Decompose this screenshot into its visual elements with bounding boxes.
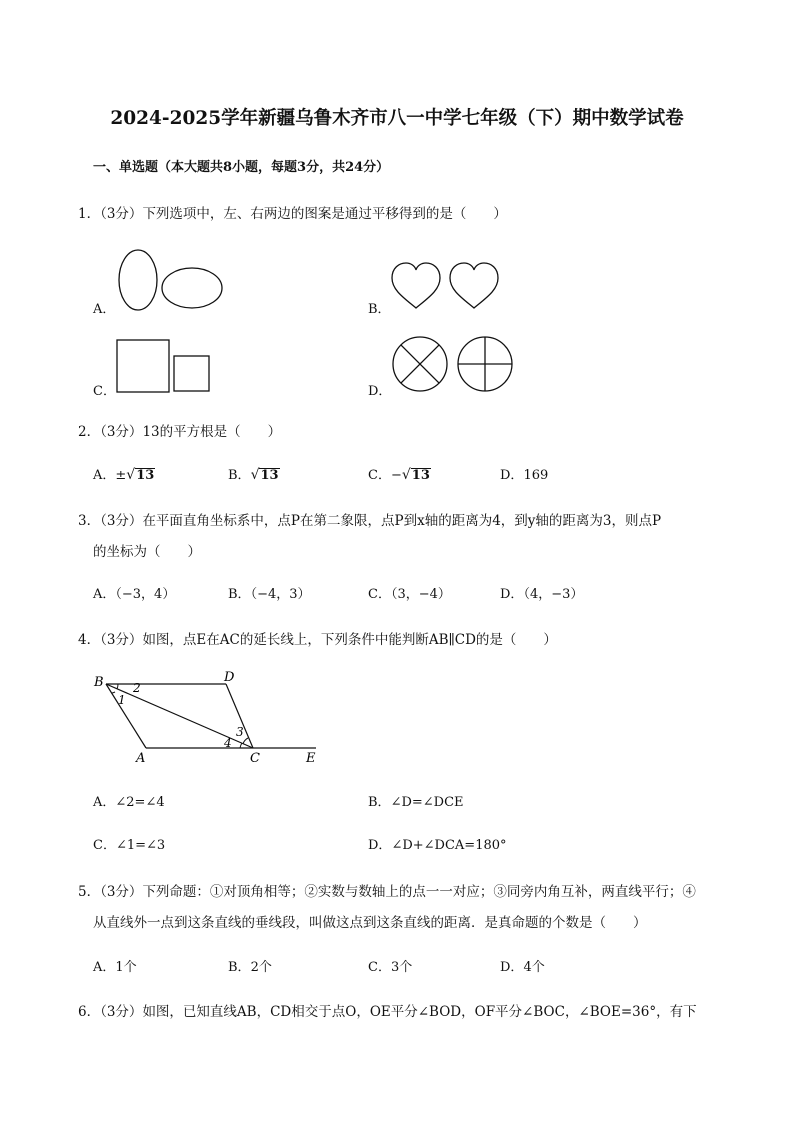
- heart-right: [450, 263, 498, 308]
- q3-option-a: A．（−3，4）: [93, 587, 176, 602]
- question-text: 下列选项中，左、右两边的图案是通过平移得到的是（ ）: [142, 206, 507, 222]
- q2-option-b: B．√13: [228, 467, 279, 483]
- question-number: 1．（3分）: [78, 206, 143, 222]
- question-number: 5．（3分）: [78, 884, 143, 900]
- q1-option-c-label: C．: [93, 384, 116, 399]
- question-5: [78, 880, 696, 900]
- question-number: 3．（3分）: [78, 513, 143, 529]
- question-text: 在平面直角坐标系中，点P在第二象限，点P到x轴的距离为4，到y轴的距离为3，则点P: [142, 513, 662, 529]
- q3-option-b: B．（−4，3）: [228, 587, 311, 602]
- point-d-label: D: [224, 670, 235, 685]
- vertical-ellipse: [119, 250, 157, 310]
- section-heading: 一、单选题（本大题共8小题，每题3分，共24分）: [93, 160, 390, 175]
- question-2: [78, 420, 281, 440]
- angle-3-label: 3: [236, 725, 244, 739]
- question-number: 2．（3分）: [78, 424, 143, 440]
- q3-option-d: D．（4，−3）: [500, 587, 584, 602]
- point-b-label: B: [94, 675, 104, 690]
- q4-figure: [88, 666, 328, 770]
- q2-option-c: C．−√13: [368, 467, 430, 483]
- point-a-label: A: [136, 751, 146, 766]
- question-3-line2: 的坐标为（ ）: [93, 544, 201, 560]
- q1-option-a-label: A．: [93, 302, 116, 317]
- q4-option-c: C．∠1=∠3: [93, 838, 166, 853]
- question-6: [78, 1000, 697, 1020]
- heart-left: [392, 263, 440, 308]
- question-text: 如图，已知直线AB，CD相交于点O，OE平分∠BOD，OF平分∠BOC，∠BOE=36°，有下: [142, 1004, 697, 1020]
- horizontal-ellipse: [162, 268, 222, 308]
- question-text: 下列命题：①对顶角相等；②实数与数轴上的点一一对应；③同旁内角互补，两直线平行；④: [142, 884, 696, 900]
- q4-option-b: B．∠D=∠DCE: [368, 795, 464, 810]
- q1-option-c-figure: [112, 336, 222, 396]
- q2-option-a: A．±√13: [93, 467, 155, 483]
- angle-2-label: 2: [133, 681, 141, 695]
- page-title: 2024-2025学年新疆乌鲁木齐市八一中学七年级（下）期中数学试卷: [110, 108, 684, 129]
- point-c-label: C: [250, 751, 260, 766]
- q1-option-d-figure: [388, 334, 518, 396]
- q2-option-d: D．169: [500, 468, 549, 483]
- question-1: [78, 202, 507, 222]
- question-number: 4．（3分）: [78, 632, 143, 648]
- question-text: 13的平方根是（ ）: [142, 424, 282, 440]
- point-e-label: E: [306, 751, 316, 766]
- large-square: [117, 340, 169, 392]
- q5-option-c: C．3个: [368, 960, 413, 975]
- q5-option-a: A．1个: [93, 960, 137, 975]
- q4-option-a: A．∠2=∠4: [93, 795, 165, 810]
- question-text: 如图，点E在AC的延长线上，下列条件中能判断AB∥CD的是（ ）: [142, 632, 557, 648]
- question-number: 6．（3分）: [78, 1004, 143, 1020]
- question-5-line2: 从直线外一点到这条直线的垂线段，叫做这点到这条直线的距离．是真命题的个数是（ ）: [93, 915, 647, 931]
- question-4: [78, 628, 557, 648]
- small-square: [174, 356, 209, 391]
- q1-option-a-figure: [110, 242, 230, 322]
- q5-option-b: B．2个: [228, 960, 272, 975]
- question-3: [78, 509, 661, 529]
- q5-option-d: D．4个: [500, 960, 545, 975]
- q3-option-c: C．（3，−4）: [368, 587, 451, 602]
- angle-1-label: 1: [118, 693, 126, 707]
- q1-option-b-figure: [388, 260, 508, 320]
- q4-option-d: D．∠D+∠DCA=180°: [368, 838, 507, 853]
- q1-option-b-label: B．: [368, 302, 391, 317]
- angle-4-label: 4: [224, 736, 232, 750]
- q1-option-d-label: D．: [368, 384, 392, 399]
